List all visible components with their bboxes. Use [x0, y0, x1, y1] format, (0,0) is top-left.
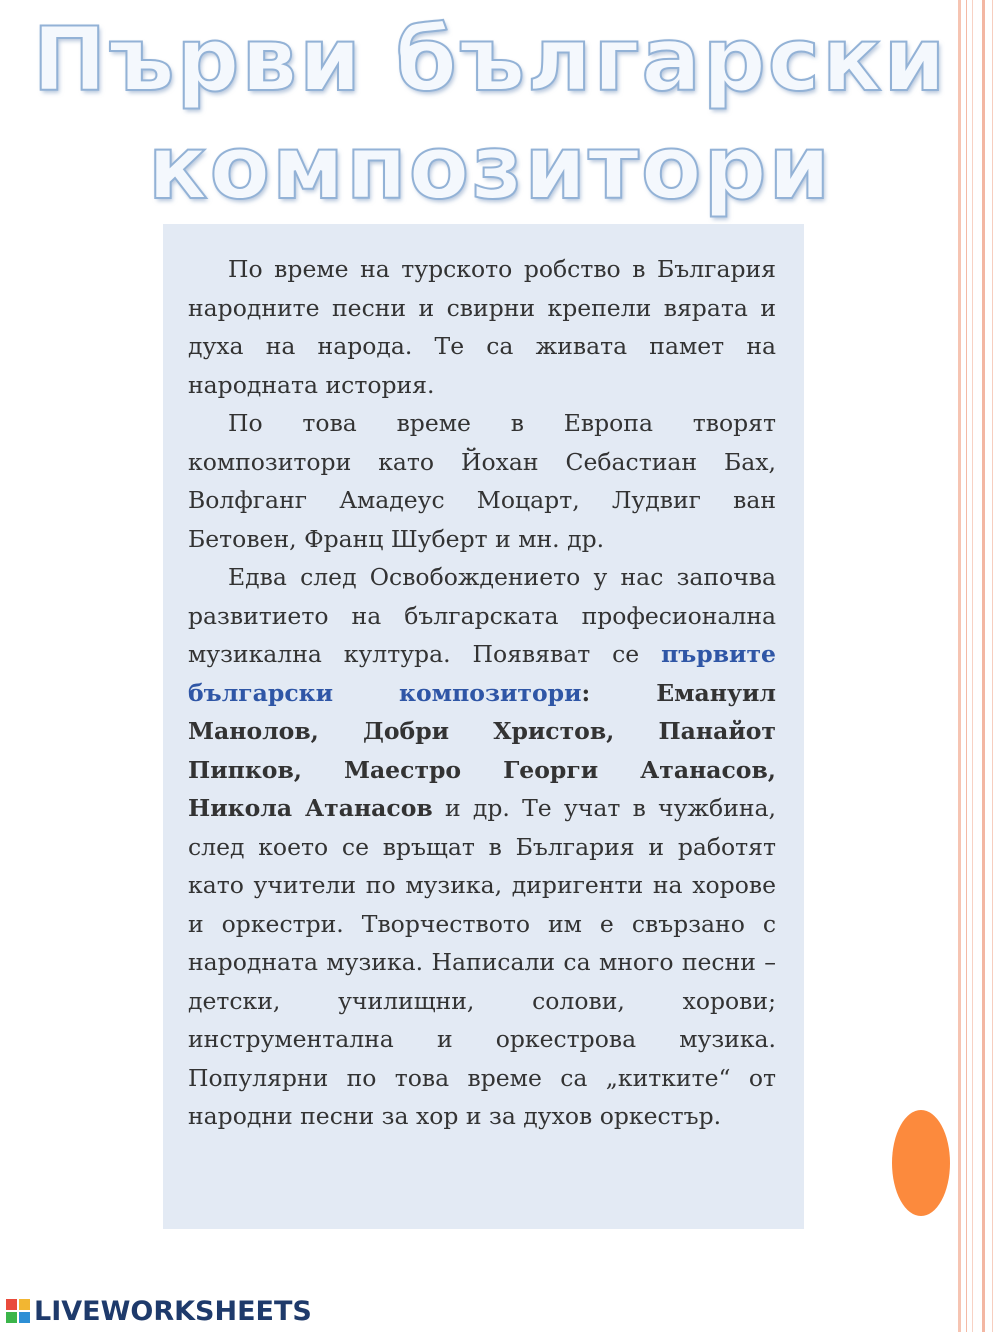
highlighted-phrase: първите български композитори: [188, 640, 776, 707]
page-title: [0, 6, 980, 222]
orange-oval-decoration: [892, 1110, 950, 1216]
title-line-1: Първи български: [32, 8, 948, 111]
logo-text: LIVEWORKSHEETS: [34, 1295, 312, 1327]
paragraph-3-rest: и др. Те учат в чужбина, след което се връщат в България и работят като учители по музика, диригенти на хорове и оркестри. Творчеството им е свързано с народната музика. Написали са много песни – детски, училищни, солови, хорови; инструментална и оркестрова музика. Популярни по това време са „китките“ от народни песни за хор и за духов оркестър.: [188, 794, 776, 1130]
liveworksheets-logo-icon: [6, 1299, 30, 1323]
colon: :: [581, 678, 591, 707]
paragraph-1: По време на турското робство в България народните песни и свирни крепели вярата и духа на народа. Те са живата памет на народната история.: [188, 255, 776, 399]
composer-names: Емануил Манолов, Добри Христов, Панайот Пипков, Маестро Георги Атанасов, Никола Атанасов: [188, 678, 776, 822]
article-text: [188, 250, 776, 1136]
paragraph-2: По това време в Европа творят композитори като Йохан Себастиан Бах, Волфганг Амадеус Моцарт, Лудвиг ван Бетовен, Франц Шуберт и мн. др.: [188, 409, 776, 553]
liveworksheets-logo: [6, 1293, 312, 1329]
paragraph-3: [188, 558, 776, 1136]
paragraph-3-intro: Едва след Освобождението у нас започва развитието на българската професионална музикална култура. Появяват се: [188, 563, 776, 668]
title-line-2: композитори: [147, 116, 833, 219]
